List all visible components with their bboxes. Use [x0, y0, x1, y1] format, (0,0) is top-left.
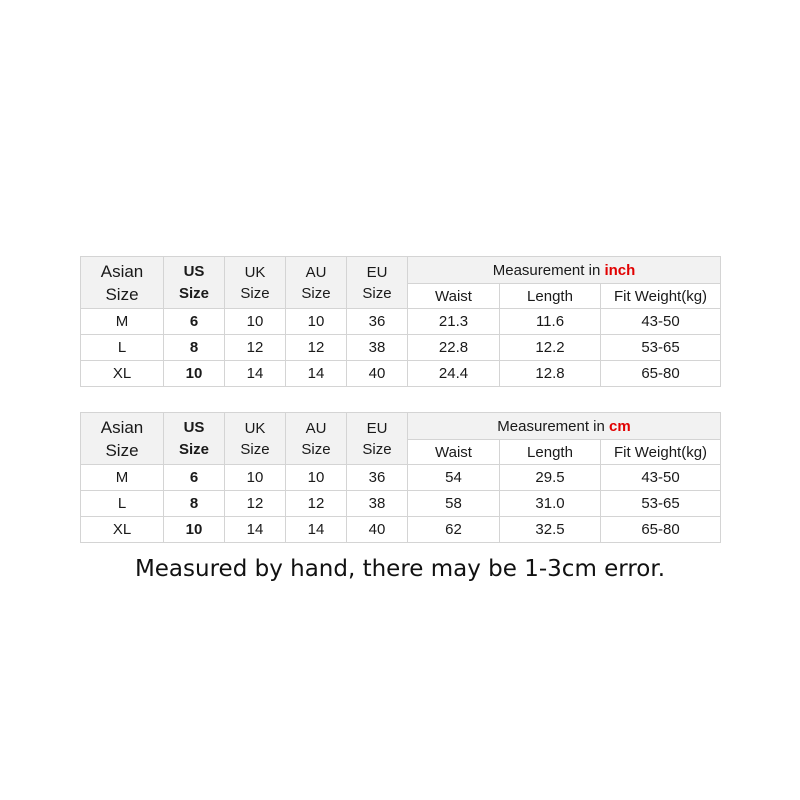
- header-measurement: [408, 413, 721, 440]
- cell-eu: 36: [347, 465, 408, 491]
- cell-fit-weight: 65-80: [601, 361, 721, 387]
- header-uk-size: UK Size: [225, 257, 286, 309]
- header-length: Length: [500, 284, 601, 309]
- header-au-size: AU Size: [286, 257, 347, 309]
- cell-uk: 14: [225, 361, 286, 387]
- cell-length: 29.5: [500, 465, 601, 491]
- cell-us: 8: [164, 335, 225, 361]
- cell-fit-weight: 43-50: [601, 309, 721, 335]
- header-asian-size: Asian Size: [81, 257, 164, 309]
- cell-asian: L: [81, 491, 164, 517]
- header-fit-weight: Fit Weight(kg): [601, 284, 721, 309]
- cell-waist: 62: [408, 517, 500, 543]
- cell-eu: 40: [347, 517, 408, 543]
- cell-au: 14: [286, 517, 347, 543]
- cell-asian: XL: [81, 361, 164, 387]
- header-fit-weight: Fit Weight(kg): [601, 440, 721, 465]
- table-row: [81, 491, 721, 517]
- cell-asian: XL: [81, 517, 164, 543]
- cell-us: 6: [164, 465, 225, 491]
- cell-waist: 21.3: [408, 309, 500, 335]
- cell-uk: 10: [225, 465, 286, 491]
- header-eu-size: EU Size: [347, 413, 408, 465]
- cell-uk: 12: [225, 335, 286, 361]
- cell-length: 32.5: [500, 517, 601, 543]
- table-row: [81, 465, 721, 491]
- header-au-size: AU Size: [286, 413, 347, 465]
- cell-eu: 38: [347, 491, 408, 517]
- measurement-label: Measurement in: [497, 417, 610, 435]
- cell-eu: 38: [347, 335, 408, 361]
- cell-us: 10: [164, 361, 225, 387]
- cell-fit-weight: 43-50: [601, 465, 721, 491]
- table-row: [81, 335, 721, 361]
- header-length: Length: [500, 440, 601, 465]
- cell-uk: 10: [225, 309, 286, 335]
- header-eu-size: EU Size: [347, 257, 408, 309]
- header-waist: Waist: [408, 440, 500, 465]
- table-row: [81, 517, 721, 543]
- cell-length: 12.2: [500, 335, 601, 361]
- cell-au: 10: [286, 465, 347, 491]
- cell-eu: 36: [347, 309, 408, 335]
- cell-length: 11.6: [500, 309, 601, 335]
- cell-fit-weight: 65-80: [601, 517, 721, 543]
- header-us-size: US Size: [164, 257, 225, 309]
- cell-length: 12.8: [500, 361, 601, 387]
- cell-asian: M: [81, 465, 164, 491]
- size-table-inch: [80, 256, 721, 387]
- header-waist: Waist: [408, 284, 500, 309]
- table-row: [81, 309, 721, 335]
- cell-au: 12: [286, 335, 347, 361]
- cell-asian: M: [81, 309, 164, 335]
- table-row: [81, 361, 721, 387]
- cell-uk: 12: [225, 491, 286, 517]
- measurement-unit: inch: [604, 261, 636, 279]
- cell-uk: 14: [225, 517, 286, 543]
- header-uk-size: UK Size: [225, 413, 286, 465]
- cell-waist: 22.8: [408, 335, 500, 361]
- header-measurement: [408, 257, 721, 284]
- cell-length: 31.0: [500, 491, 601, 517]
- cell-au: 10: [286, 309, 347, 335]
- cell-us: 6: [164, 309, 225, 335]
- cell-fit-weight: 53-65: [601, 491, 721, 517]
- header-asian-size: Asian Size: [81, 413, 164, 465]
- header-us-size: US Size: [164, 413, 225, 465]
- cell-asian: L: [81, 335, 164, 361]
- cell-waist: 24.4: [408, 361, 500, 387]
- cell-eu: 40: [347, 361, 408, 387]
- measurement-unit: cm: [609, 417, 631, 435]
- cell-us: 10: [164, 517, 225, 543]
- cell-fit-weight: 53-65: [601, 335, 721, 361]
- cell-waist: 54: [408, 465, 500, 491]
- measurement-label: Measurement in: [492, 261, 605, 279]
- measurement-note: Measured by hand, there may be 1-3cm error.: [134, 556, 666, 582]
- size-table-cm: [80, 412, 721, 543]
- cell-waist: 58: [408, 491, 500, 517]
- cell-au: 14: [286, 361, 347, 387]
- cell-au: 12: [286, 491, 347, 517]
- cell-us: 8: [164, 491, 225, 517]
